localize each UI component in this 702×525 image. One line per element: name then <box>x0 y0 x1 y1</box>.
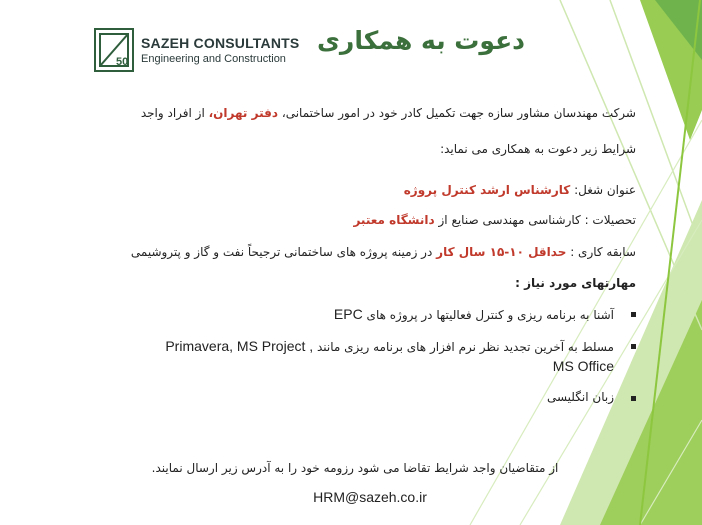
experience-line <box>131 245 636 259</box>
bullet-icon <box>631 396 636 401</box>
job-title-line <box>404 183 636 197</box>
logo-company-name: SAZEH CONSULTANTS <box>141 35 300 51</box>
logo-number: 50 <box>116 56 129 68</box>
skill-item-ltr: Primavera, MS Project , <box>165 338 314 354</box>
job-title-value: کارشناس ارشد کنترل پروژه <box>403 183 571 197</box>
experience-label: سابقه کاری : <box>570 245 636 259</box>
skills-heading: مهارتهای مورد نیاز : <box>515 276 636 290</box>
skill-item-ltr-continued: MS Office <box>552 358 614 374</box>
intro-line-1 <box>141 106 636 120</box>
intro-line-1-pre: شرکت مهندسان مشاور سازه جهت تکمیل کادر خود در امور ساختمانی، <box>281 106 636 120</box>
bullet-icon <box>631 312 636 317</box>
skill-item <box>116 338 636 378</box>
job-title-label: عنوان شغل: <box>574 183 636 197</box>
experience-value: حداقل ۱۰-۱۵ سال کار <box>436 245 567 259</box>
company-logo <box>94 28 304 74</box>
footer-note: از متقاضیان واجد شرایط تقاضا می شود رزومه خود را به آدرس زیر ارسال نمایند. <box>151 461 559 475</box>
experience-post: در زمینه پروژه های ساختمانی ترجیحاً نفت و گاز و پتروشیمی <box>130 245 433 259</box>
skill-item <box>336 390 636 410</box>
education-label: تحصیلات : کارشناسی مهندسی صنایع از <box>438 213 636 227</box>
skill-item-text: زبان انگلیسی <box>546 390 614 404</box>
intro-office: دفتر تهران، <box>208 106 278 120</box>
intro-line-2: شرایط زیر دعوت به همکاری می نماید: <box>440 142 636 156</box>
page-title: دعوت به همکاری <box>317 26 525 55</box>
bullet-icon <box>631 344 636 349</box>
skill-item-ltr: EPC <box>333 306 363 322</box>
logo-company-tagline: Engineering and Construction <box>141 53 286 65</box>
logo-mark-icon <box>94 28 134 72</box>
skill-item-text: آشنا به برنامه ریزی و کنترل فعالیتها در پروژه های EPC <box>333 306 614 322</box>
skill-item-text: مسلط به آخرین تجدید نظر نرم افزار های برنامه ریزی مانند Primavera, MS Project , <box>165 338 614 354</box>
education-value: دانشگاه معتبر <box>353 213 435 227</box>
intro-line-1-post: از افراد واجد <box>140 106 205 120</box>
education-line <box>353 213 636 227</box>
skill-item <box>136 306 636 326</box>
contact-email-link[interactable]: HRM@sazeh.co.ir <box>313 489 427 505</box>
